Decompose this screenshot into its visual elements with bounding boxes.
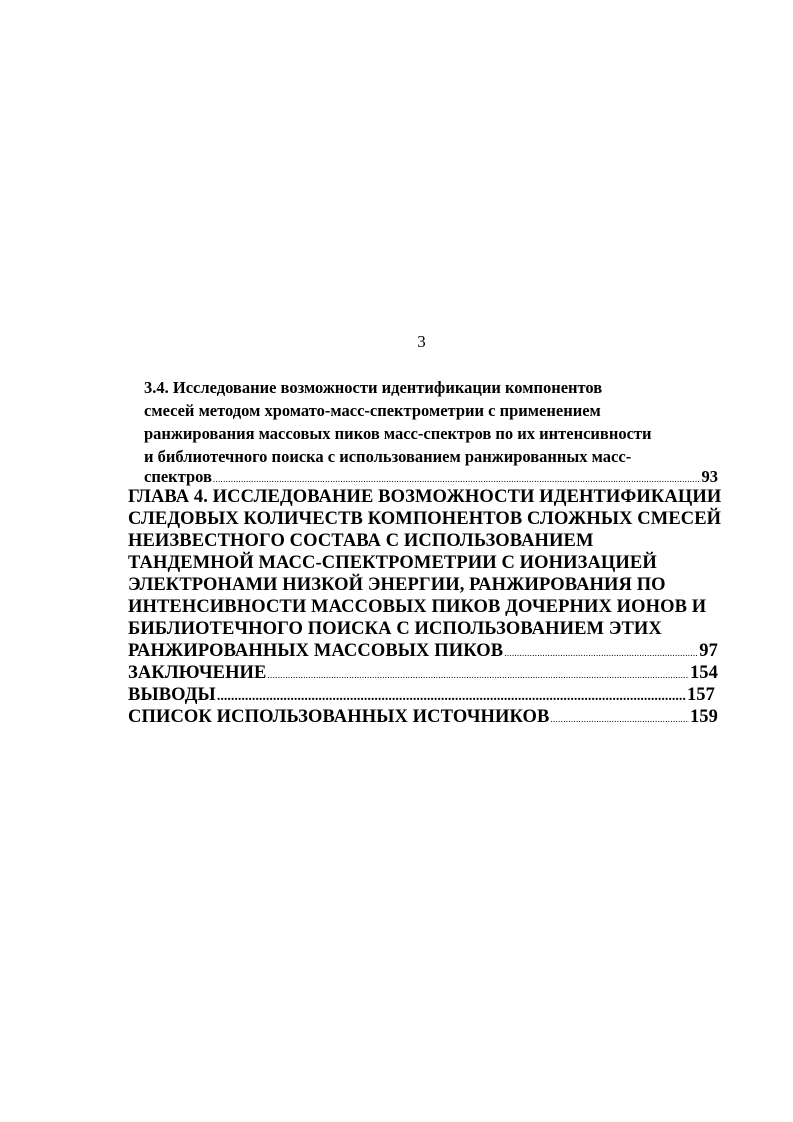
toc-findings-entry[interactable] bbox=[128, 685, 715, 706]
toc-chapter-4-page: 97 bbox=[699, 641, 718, 661]
toc-chapter-4-line-2: СЛЕДОВЫХ КОЛИЧЕСТВ КОМПОНЕНТОВ СЛОЖНЫХ СМЕСЕЙ bbox=[128, 509, 722, 529]
toc-section-3-4-line-2: смесей методом хромато-масс-спектрометрии с применением bbox=[144, 401, 601, 420]
toc-chapter-4-line-7: БИБЛИОТЕЧНОГО ПОИСКА С ИСПОЛЬЗОВАНИЕМ ЭТИХ bbox=[128, 619, 662, 639]
toc-section-3-4-entry[interactable] bbox=[144, 467, 718, 487]
toc-chapter-4-line-3: НЕИЗВЕСТНОГО СОСТАВА С ИСПОЛЬЗОВАНИЕМ bbox=[128, 531, 594, 551]
dot-leader bbox=[504, 648, 698, 658]
toc-findings-label: ВЫВОДЫ bbox=[128, 685, 216, 705]
toc-chapter-4-entry[interactable] bbox=[128, 641, 718, 662]
toc-conclusion-page: 154 bbox=[689, 663, 718, 683]
toc-conclusion-label: ЗАКЛЮЧЕНИЕ bbox=[128, 663, 267, 683]
toc-section-3-4-page: 93 bbox=[701, 467, 718, 486]
toc-section-3-4-last-line: спектров bbox=[144, 467, 212, 486]
toc-chapter-4-last-line: РАНЖИРОВАННЫХ МАССОВЫХ ПИКОВ bbox=[128, 641, 504, 661]
toc-chapter-4-line-5: ЭЛЕКТРОНАМИ НИЗКОЙ ЭНЕРГИИ, РАНЖИРОВАНИЯ ПО bbox=[128, 575, 666, 595]
toc-references-page: 159 bbox=[689, 707, 718, 727]
dot-leader bbox=[268, 670, 689, 680]
toc-references-label: СПИСОК ИСПОЛЬЗОВАННЫХ ИСТОЧНИКОВ bbox=[128, 707, 550, 727]
toc-chapter-4-line-6: ИНТЕНСИВНОСТИ МАССОВЫХ ПИКОВ ДОЧЕРНИХ ИОНОВ И bbox=[128, 597, 707, 617]
toc-conclusion-entry[interactable] bbox=[128, 663, 718, 684]
toc-chapter-4-line-4: ТАНДЕМНОЙ МАСС-СПЕКТРОМЕТРИИ С ИОНИЗАЦИЕЙ bbox=[128, 553, 657, 573]
toc-section-3-4-line-3: ранжирования массовых пиков масс-спектров по их интенсивности bbox=[144, 424, 652, 443]
toc-chapter-4-line-1: ГЛАВА 4. ИССЛЕДОВАНИЕ ВОЗМОЖНОСТИ ИДЕНТИФИКАЦИИ bbox=[128, 487, 722, 507]
dot-leader bbox=[217, 689, 686, 705]
toc-references-entry[interactable] bbox=[128, 707, 718, 728]
toc-section-3-4-line-4: и библиотечного поиска с использованием ранжированных масс- bbox=[144, 447, 632, 466]
dot-leader bbox=[550, 714, 688, 724]
toc-findings-page: 157 bbox=[686, 685, 715, 705]
page-number: 3 bbox=[417, 332, 426, 351]
dot-leader bbox=[213, 474, 701, 484]
toc-section-3-4-line-1: 3.4. Исследование возможности идентификации компонентов bbox=[144, 378, 603, 397]
